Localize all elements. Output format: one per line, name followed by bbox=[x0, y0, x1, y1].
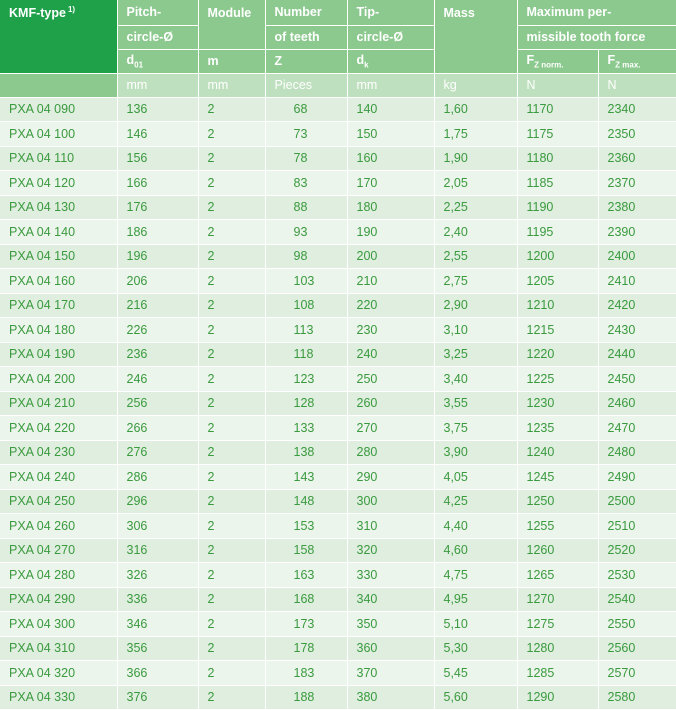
cell-mass: 4,60 bbox=[434, 538, 517, 563]
cell-mass: 4,40 bbox=[434, 514, 517, 539]
cell-force-norm: 1235 bbox=[517, 416, 598, 441]
cell-mass: 5,30 bbox=[434, 636, 517, 661]
cell-tip: 190 bbox=[347, 220, 434, 245]
cell-force-norm: 1170 bbox=[517, 97, 598, 122]
cell-tip: 350 bbox=[347, 612, 434, 637]
cell-teeth: 128 bbox=[265, 391, 347, 416]
cell-type: PXA 04 090 bbox=[0, 97, 117, 122]
cell-module: 2 bbox=[198, 195, 265, 220]
cell-force-norm: 1285 bbox=[517, 661, 598, 686]
cell-teeth: 173 bbox=[265, 612, 347, 637]
cell-mass: 4,05 bbox=[434, 465, 517, 490]
cell-teeth: 78 bbox=[265, 146, 347, 171]
cell-module: 2 bbox=[198, 612, 265, 637]
cell-module: 2 bbox=[198, 661, 265, 686]
unit-module: mm bbox=[198, 73, 265, 97]
cell-force-max: 2550 bbox=[598, 612, 676, 637]
cell-mass: 4,95 bbox=[434, 587, 517, 612]
cell-pitch: 246 bbox=[117, 367, 198, 392]
table-row bbox=[0, 367, 676, 392]
cell-force-norm: 1200 bbox=[517, 244, 598, 269]
cell-pitch: 346 bbox=[117, 612, 198, 637]
symbol-tip: $d_k$ bbox=[347, 49, 434, 73]
cell-force-max: 2340 bbox=[598, 97, 676, 122]
cell-force-max: 2520 bbox=[598, 538, 676, 563]
cell-mass: 3,40 bbox=[434, 367, 517, 392]
cell-pitch: 206 bbox=[117, 269, 198, 294]
cell-pitch: 196 bbox=[117, 244, 198, 269]
cell-force-max: 2470 bbox=[598, 416, 676, 441]
cell-module: 2 bbox=[198, 636, 265, 661]
unit-teeth: Pieces bbox=[265, 73, 347, 97]
table-row bbox=[0, 342, 676, 367]
table-row bbox=[0, 636, 676, 661]
cell-mass: 3,55 bbox=[434, 391, 517, 416]
unit-type-empty bbox=[0, 73, 117, 97]
cell-mass: 1,90 bbox=[434, 146, 517, 171]
cell-teeth: 148 bbox=[265, 489, 347, 514]
table-header bbox=[0, 0, 676, 97]
cell-force-max: 2460 bbox=[598, 391, 676, 416]
table-row bbox=[0, 465, 676, 490]
cell-pitch: 216 bbox=[117, 293, 198, 318]
cell-force-max: 2480 bbox=[598, 440, 676, 465]
cell-module: 2 bbox=[198, 538, 265, 563]
cell-tip: 250 bbox=[347, 367, 434, 392]
table-row bbox=[0, 489, 676, 514]
cell-module: 2 bbox=[198, 342, 265, 367]
cell-type: PXA 04 150 bbox=[0, 244, 117, 269]
cell-type: PXA 04 300 bbox=[0, 612, 117, 637]
cell-type: PXA 04 260 bbox=[0, 514, 117, 539]
cell-pitch: 256 bbox=[117, 391, 198, 416]
cell-pitch: 186 bbox=[117, 220, 198, 245]
cell-pitch: 146 bbox=[117, 122, 198, 147]
cell-force-norm: 1175 bbox=[517, 122, 598, 147]
units-row bbox=[0, 73, 676, 97]
cell-pitch: 286 bbox=[117, 465, 198, 490]
cell-tip: 360 bbox=[347, 636, 434, 661]
header-module: Module bbox=[198, 0, 265, 49]
cell-module: 2 bbox=[198, 318, 265, 343]
table-row bbox=[0, 220, 676, 245]
cell-pitch: 226 bbox=[117, 318, 198, 343]
cell-force-norm: 1190 bbox=[517, 195, 598, 220]
table-row bbox=[0, 195, 676, 220]
cell-tip: 310 bbox=[347, 514, 434, 539]
cell-mass: 1,60 bbox=[434, 97, 517, 122]
cell-teeth: 163 bbox=[265, 563, 347, 588]
cell-mass: 3,10 bbox=[434, 318, 517, 343]
symbol-force-max: $F_{Z max.}$ bbox=[598, 49, 676, 73]
cell-type: PXA 04 310 bbox=[0, 636, 117, 661]
cell-force-norm: 1280 bbox=[517, 636, 598, 661]
cell-force-max: 2400 bbox=[598, 244, 676, 269]
cell-teeth: 133 bbox=[265, 416, 347, 441]
header-kmf-type-label: KMF-type bbox=[9, 6, 66, 20]
cell-type: PXA 04 230 bbox=[0, 440, 117, 465]
cell-teeth: 108 bbox=[265, 293, 347, 318]
cell-type: PXA 04 190 bbox=[0, 342, 117, 367]
table-row bbox=[0, 391, 676, 416]
cell-force-norm: 1220 bbox=[517, 342, 598, 367]
cell-teeth: 98 bbox=[265, 244, 347, 269]
cell-tip: 270 bbox=[347, 416, 434, 441]
cell-type: PXA 04 130 bbox=[0, 195, 117, 220]
cell-teeth: 123 bbox=[265, 367, 347, 392]
cell-force-norm: 1180 bbox=[517, 146, 598, 171]
cell-force-norm: 1185 bbox=[517, 171, 598, 196]
cell-type: PXA 04 140 bbox=[0, 220, 117, 245]
table-row bbox=[0, 244, 676, 269]
header-teeth-line1: Number bbox=[265, 0, 347, 25]
cell-tip: 240 bbox=[347, 342, 434, 367]
cell-force-norm: 1270 bbox=[517, 587, 598, 612]
cell-type: PXA 04 280 bbox=[0, 563, 117, 588]
cell-type: PXA 04 180 bbox=[0, 318, 117, 343]
cell-module: 2 bbox=[198, 146, 265, 171]
cell-module: 2 bbox=[198, 244, 265, 269]
symbol-module: m bbox=[198, 49, 265, 73]
cell-tip: 370 bbox=[347, 661, 434, 686]
cell-mass: 5,45 bbox=[434, 661, 517, 686]
cell-module: 2 bbox=[198, 416, 265, 441]
cell-tip: 180 bbox=[347, 195, 434, 220]
unit-force-max: N bbox=[598, 73, 676, 97]
cell-force-norm: 1245 bbox=[517, 465, 598, 490]
table-row bbox=[0, 587, 676, 612]
unit-pitch: mm bbox=[117, 73, 198, 97]
cell-type: PXA 04 240 bbox=[0, 465, 117, 490]
cell-force-norm: 1250 bbox=[517, 489, 598, 514]
header-teeth-line2: of teeth bbox=[265, 25, 347, 49]
header-force-line2: missible tooth force bbox=[517, 25, 676, 49]
cell-type: PXA 04 290 bbox=[0, 587, 117, 612]
cell-force-norm: 1290 bbox=[517, 685, 598, 710]
cell-type: PXA 04 220 bbox=[0, 416, 117, 441]
cell-pitch: 376 bbox=[117, 685, 198, 710]
cell-force-max: 2410 bbox=[598, 269, 676, 294]
cell-teeth: 183 bbox=[265, 661, 347, 686]
cell-force-max: 2420 bbox=[598, 293, 676, 318]
cell-force-norm: 1215 bbox=[517, 318, 598, 343]
symbol-force-norm: $F_{Z norm.}$ bbox=[517, 49, 598, 73]
cell-mass: 2,90 bbox=[434, 293, 517, 318]
cell-teeth: 73 bbox=[265, 122, 347, 147]
symbol-pitch: $d_{01}$ bbox=[117, 49, 198, 73]
cell-module: 2 bbox=[198, 367, 265, 392]
cell-force-max: 2500 bbox=[598, 489, 676, 514]
table-row bbox=[0, 538, 676, 563]
table-row bbox=[0, 318, 676, 343]
cell-teeth: 158 bbox=[265, 538, 347, 563]
cell-force-norm: 1225 bbox=[517, 367, 598, 392]
cell-mass: 2,75 bbox=[434, 269, 517, 294]
cell-module: 2 bbox=[198, 220, 265, 245]
cell-tip: 140 bbox=[347, 97, 434, 122]
header-pitch-line2: circle-Ø bbox=[117, 25, 198, 49]
cell-force-max: 2440 bbox=[598, 342, 676, 367]
unit-mass: kg bbox=[434, 73, 517, 97]
header-mass: Mass bbox=[434, 0, 517, 73]
cell-module: 2 bbox=[198, 489, 265, 514]
cell-force-max: 2450 bbox=[598, 367, 676, 392]
cell-teeth: 93 bbox=[265, 220, 347, 245]
cell-module: 2 bbox=[198, 514, 265, 539]
cell-type: PXA 04 250 bbox=[0, 489, 117, 514]
cell-teeth: 168 bbox=[265, 587, 347, 612]
cell-type: PXA 04 270 bbox=[0, 538, 117, 563]
cell-mass: 1,75 bbox=[434, 122, 517, 147]
cell-force-norm: 1240 bbox=[517, 440, 598, 465]
table-row bbox=[0, 685, 676, 710]
table-row bbox=[0, 661, 676, 686]
cell-tip: 330 bbox=[347, 563, 434, 588]
cell-tip: 280 bbox=[347, 440, 434, 465]
cell-tip: 300 bbox=[347, 489, 434, 514]
cell-pitch: 156 bbox=[117, 146, 198, 171]
cell-teeth: 188 bbox=[265, 685, 347, 710]
table-row bbox=[0, 563, 676, 588]
cell-force-max: 2530 bbox=[598, 563, 676, 588]
header-tip-line1: Tip- bbox=[347, 0, 434, 25]
cell-force-max: 2570 bbox=[598, 661, 676, 686]
cell-type: PXA 04 210 bbox=[0, 391, 117, 416]
cell-teeth: 68 bbox=[265, 97, 347, 122]
cell-teeth: 118 bbox=[265, 342, 347, 367]
cell-teeth: 88 bbox=[265, 195, 347, 220]
cell-pitch: 166 bbox=[117, 171, 198, 196]
cell-force-norm: 1260 bbox=[517, 538, 598, 563]
cell-mass: 5,10 bbox=[434, 612, 517, 637]
cell-module: 2 bbox=[198, 440, 265, 465]
cell-force-max: 2350 bbox=[598, 122, 676, 147]
cell-mass: 3,25 bbox=[434, 342, 517, 367]
cell-pitch: 366 bbox=[117, 661, 198, 686]
cell-tip: 150 bbox=[347, 122, 434, 147]
unit-force-norm: N bbox=[517, 73, 598, 97]
header-pitch-line1: Pitch- bbox=[117, 0, 198, 25]
cell-module: 2 bbox=[198, 465, 265, 490]
cell-module: 2 bbox=[198, 391, 265, 416]
cell-force-max: 2490 bbox=[598, 465, 676, 490]
cell-type: PXA 04 170 bbox=[0, 293, 117, 318]
cell-force-max: 2430 bbox=[598, 318, 676, 343]
cell-type: PXA 04 100 bbox=[0, 122, 117, 147]
cell-force-norm: 1205 bbox=[517, 269, 598, 294]
cell-module: 2 bbox=[198, 122, 265, 147]
cell-type: PXA 04 320 bbox=[0, 661, 117, 686]
cell-tip: 320 bbox=[347, 538, 434, 563]
header-tip-line2: circle-Ø bbox=[347, 25, 434, 49]
cell-mass: 2,25 bbox=[434, 195, 517, 220]
cell-teeth: 143 bbox=[265, 465, 347, 490]
table-row bbox=[0, 416, 676, 441]
cell-mass: 4,75 bbox=[434, 563, 517, 588]
cell-pitch: 296 bbox=[117, 489, 198, 514]
cell-pitch: 326 bbox=[117, 563, 198, 588]
cell-tip: 340 bbox=[347, 587, 434, 612]
cell-force-norm: 1275 bbox=[517, 612, 598, 637]
cell-tip: 290 bbox=[347, 465, 434, 490]
cell-force-max: 2580 bbox=[598, 685, 676, 710]
table-row bbox=[0, 97, 676, 122]
cell-pitch: 316 bbox=[117, 538, 198, 563]
cell-mass: 3,90 bbox=[434, 440, 517, 465]
cell-mass: 4,25 bbox=[434, 489, 517, 514]
cell-type: PXA 04 120 bbox=[0, 171, 117, 196]
table-row bbox=[0, 146, 676, 171]
cell-force-max: 2370 bbox=[598, 171, 676, 196]
cell-module: 2 bbox=[198, 587, 265, 612]
cell-mass: 5,60 bbox=[434, 685, 517, 710]
cell-tip: 220 bbox=[347, 293, 434, 318]
table-row bbox=[0, 612, 676, 637]
cell-module: 2 bbox=[198, 293, 265, 318]
cell-force-max: 2390 bbox=[598, 220, 676, 245]
cell-force-norm: 1210 bbox=[517, 293, 598, 318]
cell-pitch: 136 bbox=[117, 97, 198, 122]
table-row bbox=[0, 440, 676, 465]
cell-teeth: 138 bbox=[265, 440, 347, 465]
cell-pitch: 266 bbox=[117, 416, 198, 441]
cell-pitch: 306 bbox=[117, 514, 198, 539]
header-kmf-type bbox=[0, 0, 117, 73]
cell-module: 2 bbox=[198, 685, 265, 710]
cell-mass: 3,75 bbox=[434, 416, 517, 441]
cell-pitch: 276 bbox=[117, 440, 198, 465]
cell-teeth: 113 bbox=[265, 318, 347, 343]
cell-force-norm: 1265 bbox=[517, 563, 598, 588]
table-row bbox=[0, 171, 676, 196]
cell-module: 2 bbox=[198, 171, 265, 196]
table-body bbox=[0, 97, 676, 710]
cell-type: PXA 04 330 bbox=[0, 685, 117, 710]
cell-teeth: 153 bbox=[265, 514, 347, 539]
cell-force-norm: 1255 bbox=[517, 514, 598, 539]
cell-tip: 160 bbox=[347, 146, 434, 171]
cell-force-norm: 1230 bbox=[517, 391, 598, 416]
cell-type: PXA 04 200 bbox=[0, 367, 117, 392]
cell-type: PXA 04 110 bbox=[0, 146, 117, 171]
cell-mass: 2,05 bbox=[434, 171, 517, 196]
cell-module: 2 bbox=[198, 97, 265, 122]
cell-pitch: 176 bbox=[117, 195, 198, 220]
table-row bbox=[0, 514, 676, 539]
cell-tip: 200 bbox=[347, 244, 434, 269]
cell-force-max: 2510 bbox=[598, 514, 676, 539]
cell-teeth: 178 bbox=[265, 636, 347, 661]
unit-tip: mm bbox=[347, 73, 434, 97]
cell-mass: 2,55 bbox=[434, 244, 517, 269]
footnote-marker: 1) bbox=[67, 5, 76, 14]
cell-tip: 260 bbox=[347, 391, 434, 416]
cell-tip: 230 bbox=[347, 318, 434, 343]
cell-type: PXA 04 160 bbox=[0, 269, 117, 294]
table-row bbox=[0, 122, 676, 147]
symbol-teeth: Z bbox=[265, 49, 347, 73]
cell-teeth: 83 bbox=[265, 171, 347, 196]
cell-force-max: 2360 bbox=[598, 146, 676, 171]
cell-force-max: 2540 bbox=[598, 587, 676, 612]
cell-pitch: 336 bbox=[117, 587, 198, 612]
cell-mass: 2,40 bbox=[434, 220, 517, 245]
cell-tip: 380 bbox=[347, 685, 434, 710]
cell-tip: 210 bbox=[347, 269, 434, 294]
cell-force-max: 2560 bbox=[598, 636, 676, 661]
cell-module: 2 bbox=[198, 563, 265, 588]
cell-force-max: 2380 bbox=[598, 195, 676, 220]
cell-module: 2 bbox=[198, 269, 265, 294]
cell-pitch: 236 bbox=[117, 342, 198, 367]
table-row bbox=[0, 293, 676, 318]
cell-force-norm: 1195 bbox=[517, 220, 598, 245]
cell-teeth: 103 bbox=[265, 269, 347, 294]
cell-tip: 170 bbox=[347, 171, 434, 196]
header-force-line1: Maximum per- bbox=[517, 0, 676, 25]
table-row bbox=[0, 269, 676, 294]
cell-pitch: 356 bbox=[117, 636, 198, 661]
